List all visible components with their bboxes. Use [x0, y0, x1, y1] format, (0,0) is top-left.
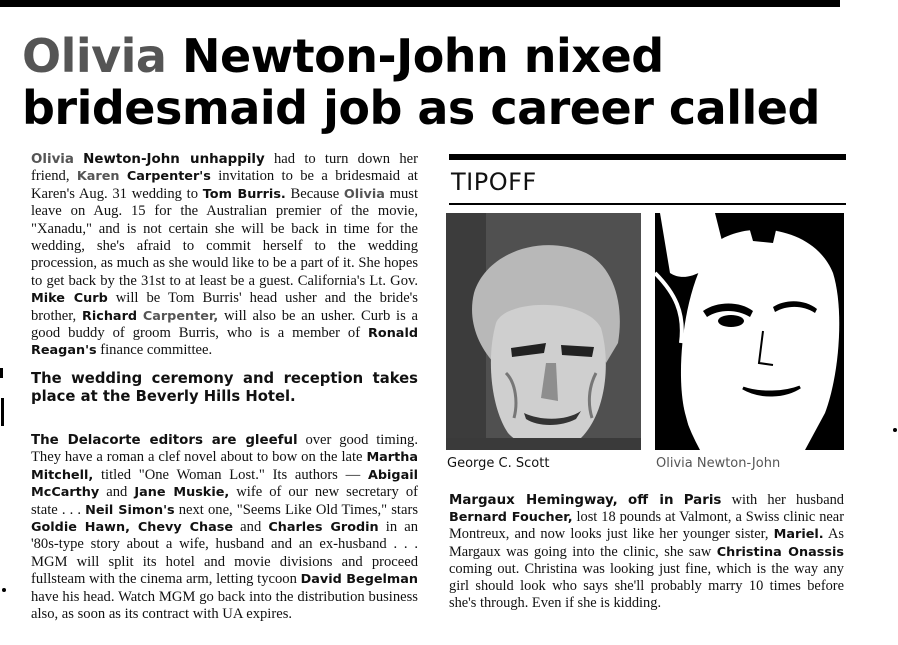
name-mariel: Mariel. — [773, 527, 824, 543]
name-carpenter: Carpenter, — [142, 308, 219, 324]
margin-mark — [2, 588, 6, 592]
text-run: invitation to be a bridesmaid at Karen's Aug. 31 wedding to — [31, 168, 418, 202]
name-charles-grodin: Charles Grodin — [268, 519, 379, 535]
name-paris: Paris — [683, 493, 722, 508]
photo-caption-left: George C. Scott — [447, 456, 550, 471]
name-tom-burris: Tom Burris. — [202, 186, 286, 202]
name-abigail-mccarthy: Abigail McCarthy — [31, 467, 418, 501]
text-run: As Margaux was going into the clinic, she saw — [449, 526, 844, 560]
text-run: over good timing. They have a roman a clef novel about to bow on the late — [31, 431, 418, 466]
tipoff-label: TIPOFF — [451, 168, 537, 196]
name-karen: Karen — [76, 169, 120, 185]
text-run: off in — [628, 493, 674, 508]
portrait-woman-image — [655, 213, 844, 450]
text-run: next one, "Seems Like Old Times," stars — [178, 501, 418, 518]
text-run: will also be an usher. Curb is a good buddy of groom Burris, who is a member of — [31, 307, 418, 342]
photo-caption-right — [656, 456, 780, 471]
left-column — [31, 151, 418, 623]
top-border — [0, 0, 840, 7]
article-paragraph-1 — [31, 151, 418, 360]
headline — [22, 30, 842, 134]
right-column — [449, 492, 844, 612]
name-jane-muskie: Jane Muskie, — [134, 485, 230, 501]
portrait-man-image — [446, 213, 641, 450]
name-ronald-reagan: Ronald Reagan's — [31, 326, 418, 359]
text-run: Because — [290, 185, 340, 202]
text-run: titled "One Woman Lost." Its authors — — [101, 466, 361, 483]
headline-rest: Newton-John nixed bridesmaid job as career called — [22, 29, 820, 135]
name-david-begelman: David Begelman — [300, 572, 419, 588]
article-paragraph-2: The wedding ceremony and reception takes place at the Beverly Hills Hotel. — [31, 369, 418, 405]
name-bernard-foucher: Bernard Foucher, — [449, 510, 573, 526]
name-mike-curb: Mike Curb — [31, 291, 108, 307]
photo-george-c-scott — [446, 213, 641, 450]
text-run: must leave on Aug. 15 for the Australian premier of the movie, "Xanadu," and is not certain she will be back in time for the wedding, she's afraid to commit herself to the wedding procession, as much as she would like to be a part of it. She hopes to get back by the 31st to at least be a guest. California's Lt. Gov. — [31, 185, 419, 289]
text-run: coming out. Christina was looking just fine, which is the way any girl should look who says she'll probably marry 10 times before she's through. Even if she is kidding. — [449, 560, 844, 612]
article-paragraph-3 — [31, 432, 418, 623]
caption-text: Olivia Newton-John — [656, 456, 781, 471]
name-martha-mitchell: Martha Mitchell, — [31, 450, 418, 483]
name-carpenter: Carpenter's — [126, 169, 211, 185]
headline-name: Olivia — [22, 29, 167, 83]
text-run: will be Tom Burris' head usher and the bride's brother, — [31, 290, 418, 324]
name-margaux-hemingway: Margaux Hemingway, — [449, 493, 618, 508]
text-run: wife of our new secretary of state . . . — [31, 484, 418, 518]
name-goldie-hawn-chevy-chase: Goldie Hawn, Chevy Chase — [31, 519, 234, 535]
margin-mark — [0, 368, 3, 378]
name-neil-simon: Neil Simon's — [85, 502, 175, 518]
tipoff-rule-bottom — [449, 203, 846, 205]
text-run: lost 18 pounds at Valmont, a Swiss clinic near Montreux, and now looks just like her younger sister, — [449, 509, 844, 543]
text-run: finance committee. — [100, 342, 213, 359]
lead-phrase: The Delacorte editors are gleeful — [31, 432, 298, 448]
text-run: and — [106, 484, 128, 501]
text-run: and — [240, 518, 262, 535]
name-olivia: Olivia — [31, 152, 74, 167]
text-run: with her husband — [731, 492, 844, 508]
text-run: have his head. Watch MGM go back into the distribution business also, as soon as its contract with UA expires. — [31, 588, 418, 622]
margin-mark — [1, 398, 4, 426]
tipoff-rule-top — [449, 154, 846, 160]
text-run: had to turn down her friend, — [31, 151, 418, 185]
name-christina-onassis: Christina Onassis — [716, 544, 844, 560]
text-run: in an '80s-type story about a wife, husband and an ex-husband . . . MGM will split its hotel and movie divisions and proceed fullsteam with the cinema arm, letting tycoon — [31, 518, 419, 588]
name-olivia: Olivia — [343, 186, 385, 202]
name-richard: Richard — [82, 308, 138, 324]
margin-mark — [893, 428, 897, 432]
lead-phrase: Newton-John unhappily — [83, 152, 265, 167]
photo-olivia-newton-john — [655, 213, 844, 450]
